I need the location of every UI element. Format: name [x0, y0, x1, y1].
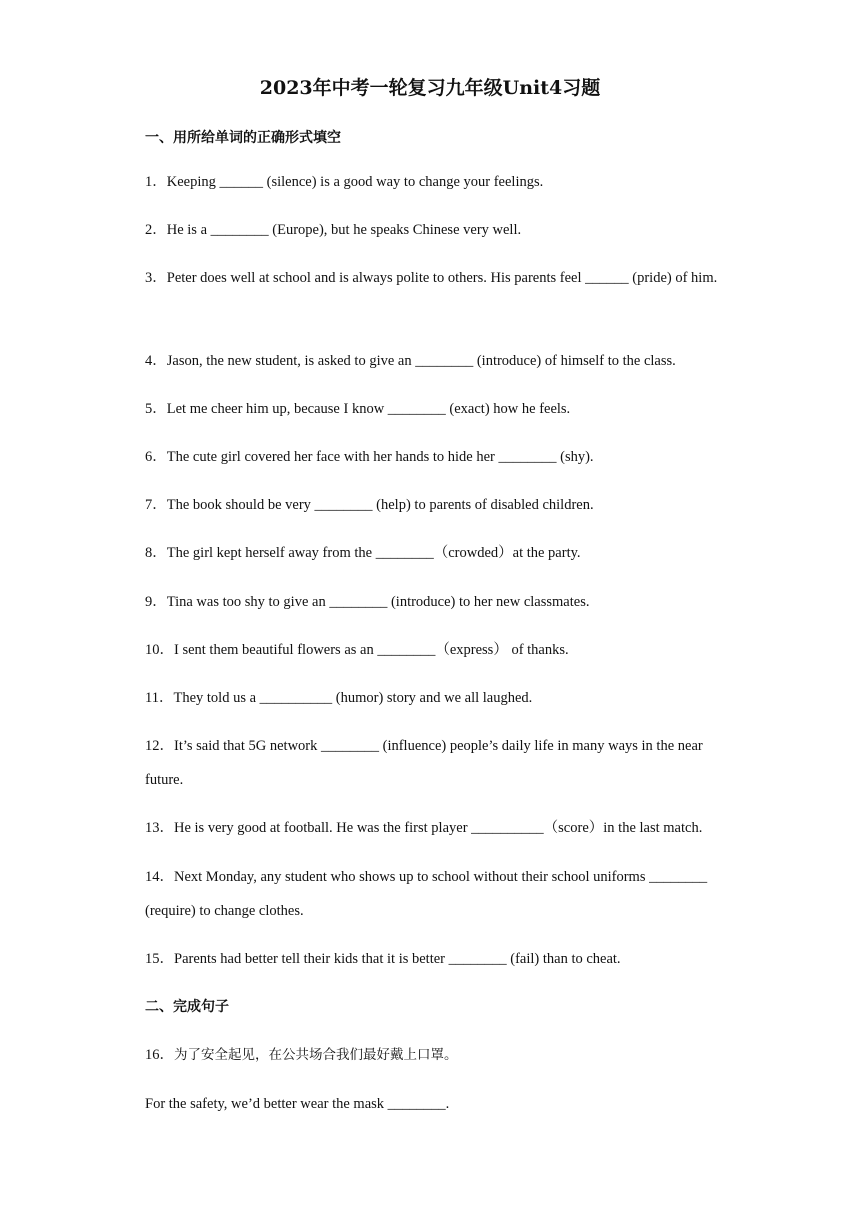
question-number: 4． [145, 353, 167, 369]
question-text: They told us a __________ (humor) story and we all laughed. [173, 690, 533, 706]
question-item [145, 440, 725, 474]
section-heading-fill-in: 一、用所给单词的正确形式填空 [145, 130, 341, 146]
question-item [145, 344, 725, 378]
question-text: Tina was too shy to give an ________ (introduce) to her new classmates. [166, 594, 590, 610]
document-title: 2023年中考一轮复习九年级Unit4习题 [259, 77, 601, 99]
question-chinese-text: 为了安全起见，在公共场合我们最好戴上口罩。 [174, 1047, 458, 1063]
question-item [145, 213, 725, 247]
question-number: 12． [145, 738, 174, 754]
question-item [145, 860, 725, 928]
question-item [145, 729, 725, 797]
question-number: 16． [145, 1047, 174, 1063]
question-number: 5． [145, 401, 167, 417]
question-item [145, 165, 725, 199]
question-number: 1． [145, 174, 167, 190]
question-item [145, 392, 725, 426]
question-item [145, 261, 725, 295]
question-text: I sent them beautiful flowers as an ________（express） of thanks. [174, 642, 569, 658]
question-item [145, 633, 725, 667]
question-text: The girl kept herself away from the ________（crowded）at the party. [166, 545, 581, 561]
question-number: 9． [145, 594, 167, 610]
question-text: Next Monday, any student who shows up to school without their school uniforms ________ (require) to change clothes. [145, 869, 708, 919]
question-item [145, 942, 725, 976]
question-number: 15． [145, 951, 174, 967]
question-item [145, 681, 725, 715]
question-text: The book should be very ________ (help) to parents of disabled children. [166, 497, 594, 513]
question-number: 8． [145, 545, 167, 561]
question-english-line: For the safety, we’d better wear the mask ________. [145, 1096, 450, 1112]
question-number: 11． [145, 690, 174, 706]
question-item [145, 1038, 725, 1072]
question-text: He is a ________ (Europe), but he speaks Chinese very well. [166, 222, 522, 238]
question-text: Let me cheer him up, because I know ________ (exact) how he feels. [166, 401, 571, 417]
section-heading-complete-sentences: 二、完成句子 [145, 999, 229, 1015]
question-item [145, 536, 725, 570]
question-item [145, 488, 725, 522]
question-item [145, 811, 725, 845]
question-text: Keeping ______ (silence) is a good way to change your feelings. [166, 174, 544, 190]
question-number: 3． [145, 270, 167, 286]
question-text: Parents had better tell their kids that it is better ________ (fail) than to cheat. [174, 951, 621, 967]
question-number: 14． [145, 869, 174, 885]
question-text: Peter does well at school and is always polite to others. His parents feel ______ (pride) of him. [166, 270, 718, 286]
question-number: 7． [145, 497, 167, 513]
question-number: 2． [145, 222, 167, 238]
question-text: He is very good at football. He was the first player __________（score）in the last match. [174, 820, 703, 836]
question-text: The cute girl covered her face with her hands to hide her ________ (shy). [166, 449, 594, 465]
question-text: It’s said that 5G network ________ (influence) people’s daily life in many ways in the near future. [145, 738, 703, 788]
question-number: 6． [145, 449, 167, 465]
question-item [145, 585, 725, 619]
question-number: 13． [145, 820, 174, 836]
question-number: 10． [145, 642, 174, 658]
question-text: Jason, the new student, is asked to give an ________ (introduce) of himself to the class. [166, 353, 676, 369]
